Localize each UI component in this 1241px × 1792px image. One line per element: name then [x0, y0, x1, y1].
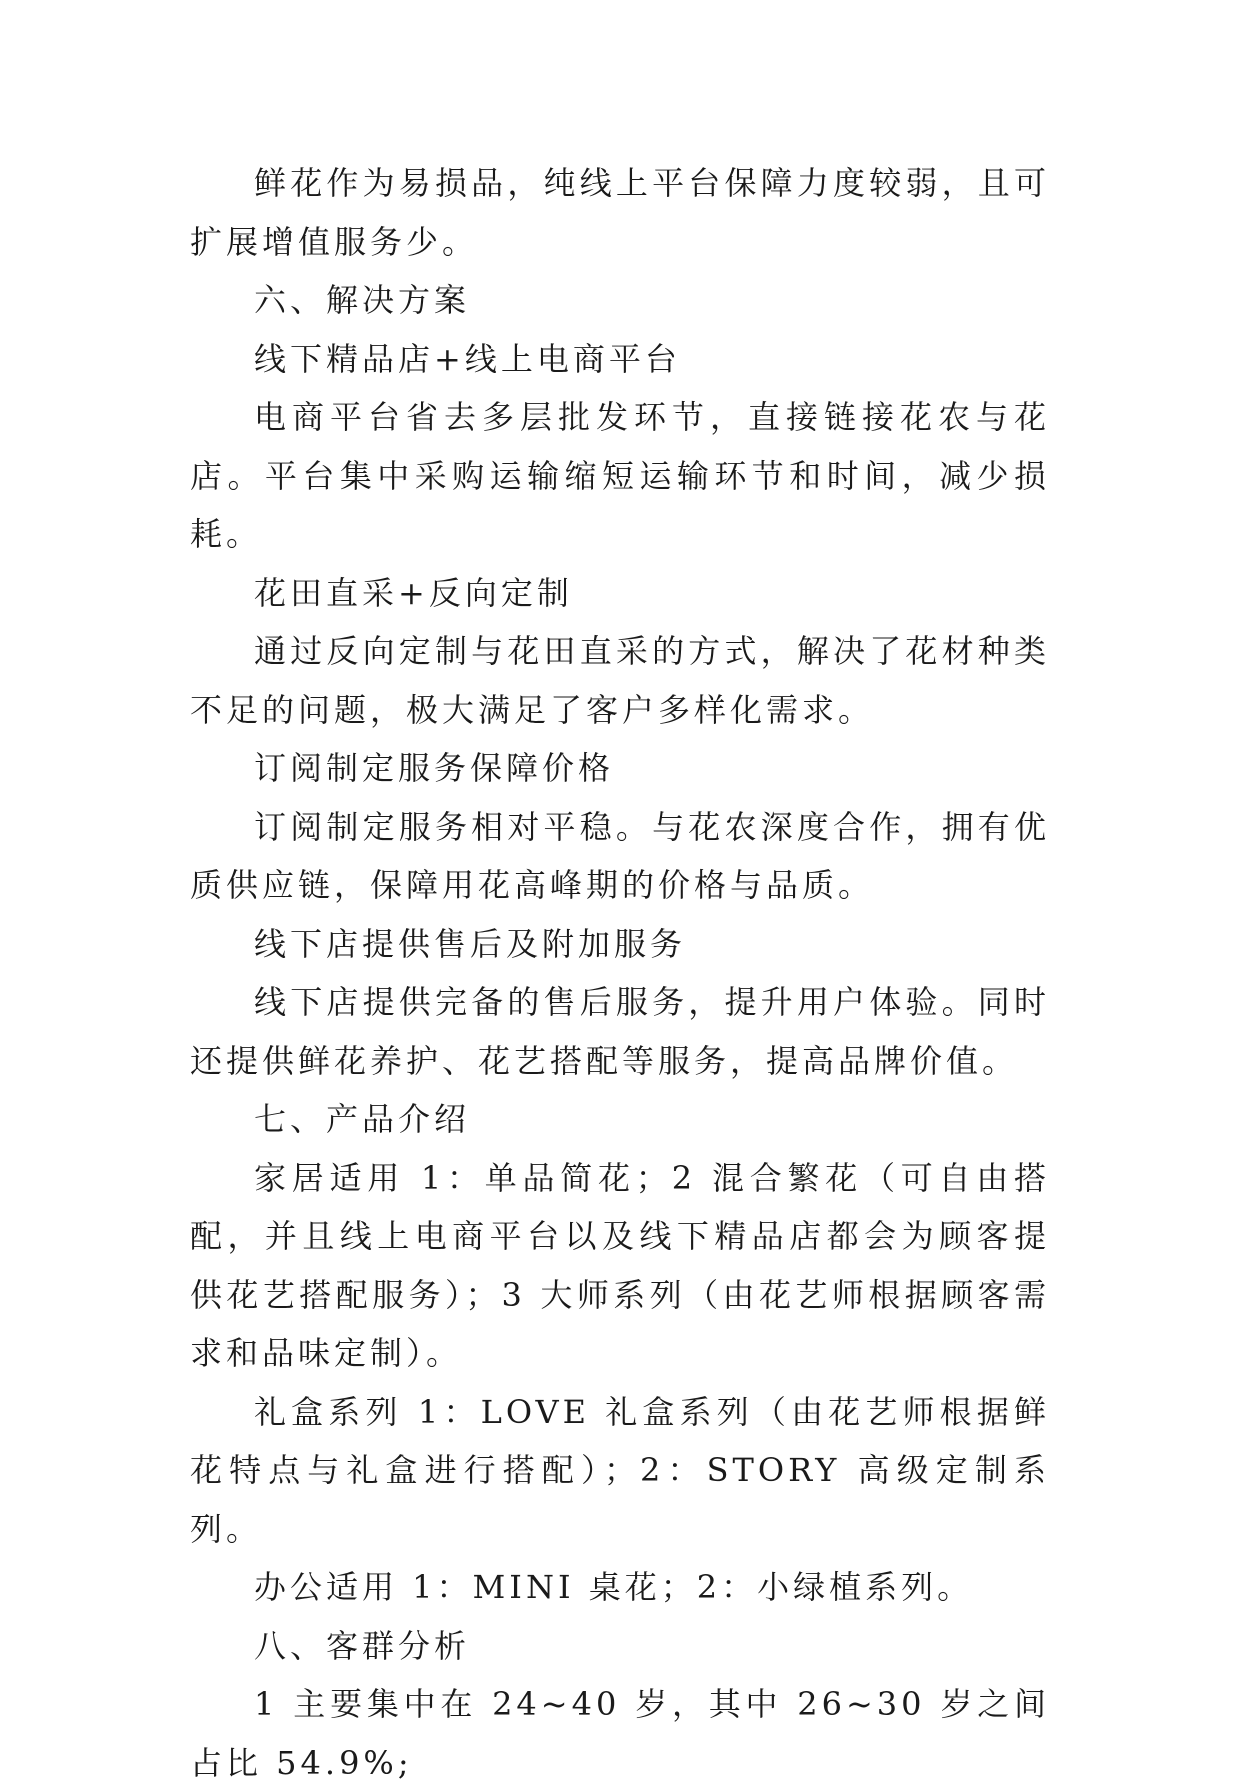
section-heading-solution: 六、解决方案 — [254, 281, 471, 319]
paragraph-home-products: 家居适用 1：单品简花；2 混合繁花（可自由搭配，并且线上电商平台以及线下精品店都会为顾客提供花艺搭配服务）；3 大师系列（由花艺师根据顾客需求和品味定制）。 — [190, 1158, 1050, 1372]
subheading-offline-service: 线下店提供售后及附加服务 — [254, 924, 687, 963]
paragraph-offline-service: 线下店提供完备的售后服务，提升用户体验。同时还提供鲜花养护、花艺搭配等服务，提高品牌价值。 — [190, 983, 1050, 1080]
subheading-store-platform: 线下精品店+线上电商平台 — [254, 339, 681, 378]
paragraph-subscription: 订阅制定服务相对平稳。与花农深度合作，拥有优质供应链，保障用花高峰期的价格与品质。 — [190, 807, 1050, 904]
section-heading-products: 七、产品介绍 — [254, 1100, 471, 1138]
document-body — [190, 154, 1050, 1792]
paragraph-platform: 电商平台省去多层批发环节，直接链接花农与花店。平台集中采购运输缩短运输环节和时间，减少损耗。 — [190, 398, 1050, 553]
paragraph-office-products: 办公适用 1：MINI 桌花；2：小绿植系列。 — [254, 1568, 974, 1606]
paragraph-gift-box: 礼盒系列 1：LOVE 礼盒系列（由花艺师根据鲜花特点与礼盒进行搭配）；2：STORY 高级定制系列。 — [190, 1392, 1050, 1548]
paragraph-1: 鲜花作为易损品，纯线上平台保障力度较弱，且可扩展增值服务少。 — [190, 164, 1050, 261]
section-heading-customers: 八、客群分析 — [254, 1626, 471, 1665]
subheading-subscription: 订阅制定服务保障价格 — [254, 749, 615, 787]
subheading-direct-sourcing: 花田直采+反向定制 — [254, 573, 573, 612]
paragraph-direct-sourcing: 通过反向定制与花田直采的方式，解决了花材种类不足的问题，极大满足了客户多样化需求。 — [190, 632, 1050, 729]
paragraph-customer-age: 1 主要集中在 24~40 岁，其中 26~30 岁之间占比 54.9%; — [190, 1685, 1050, 1782]
